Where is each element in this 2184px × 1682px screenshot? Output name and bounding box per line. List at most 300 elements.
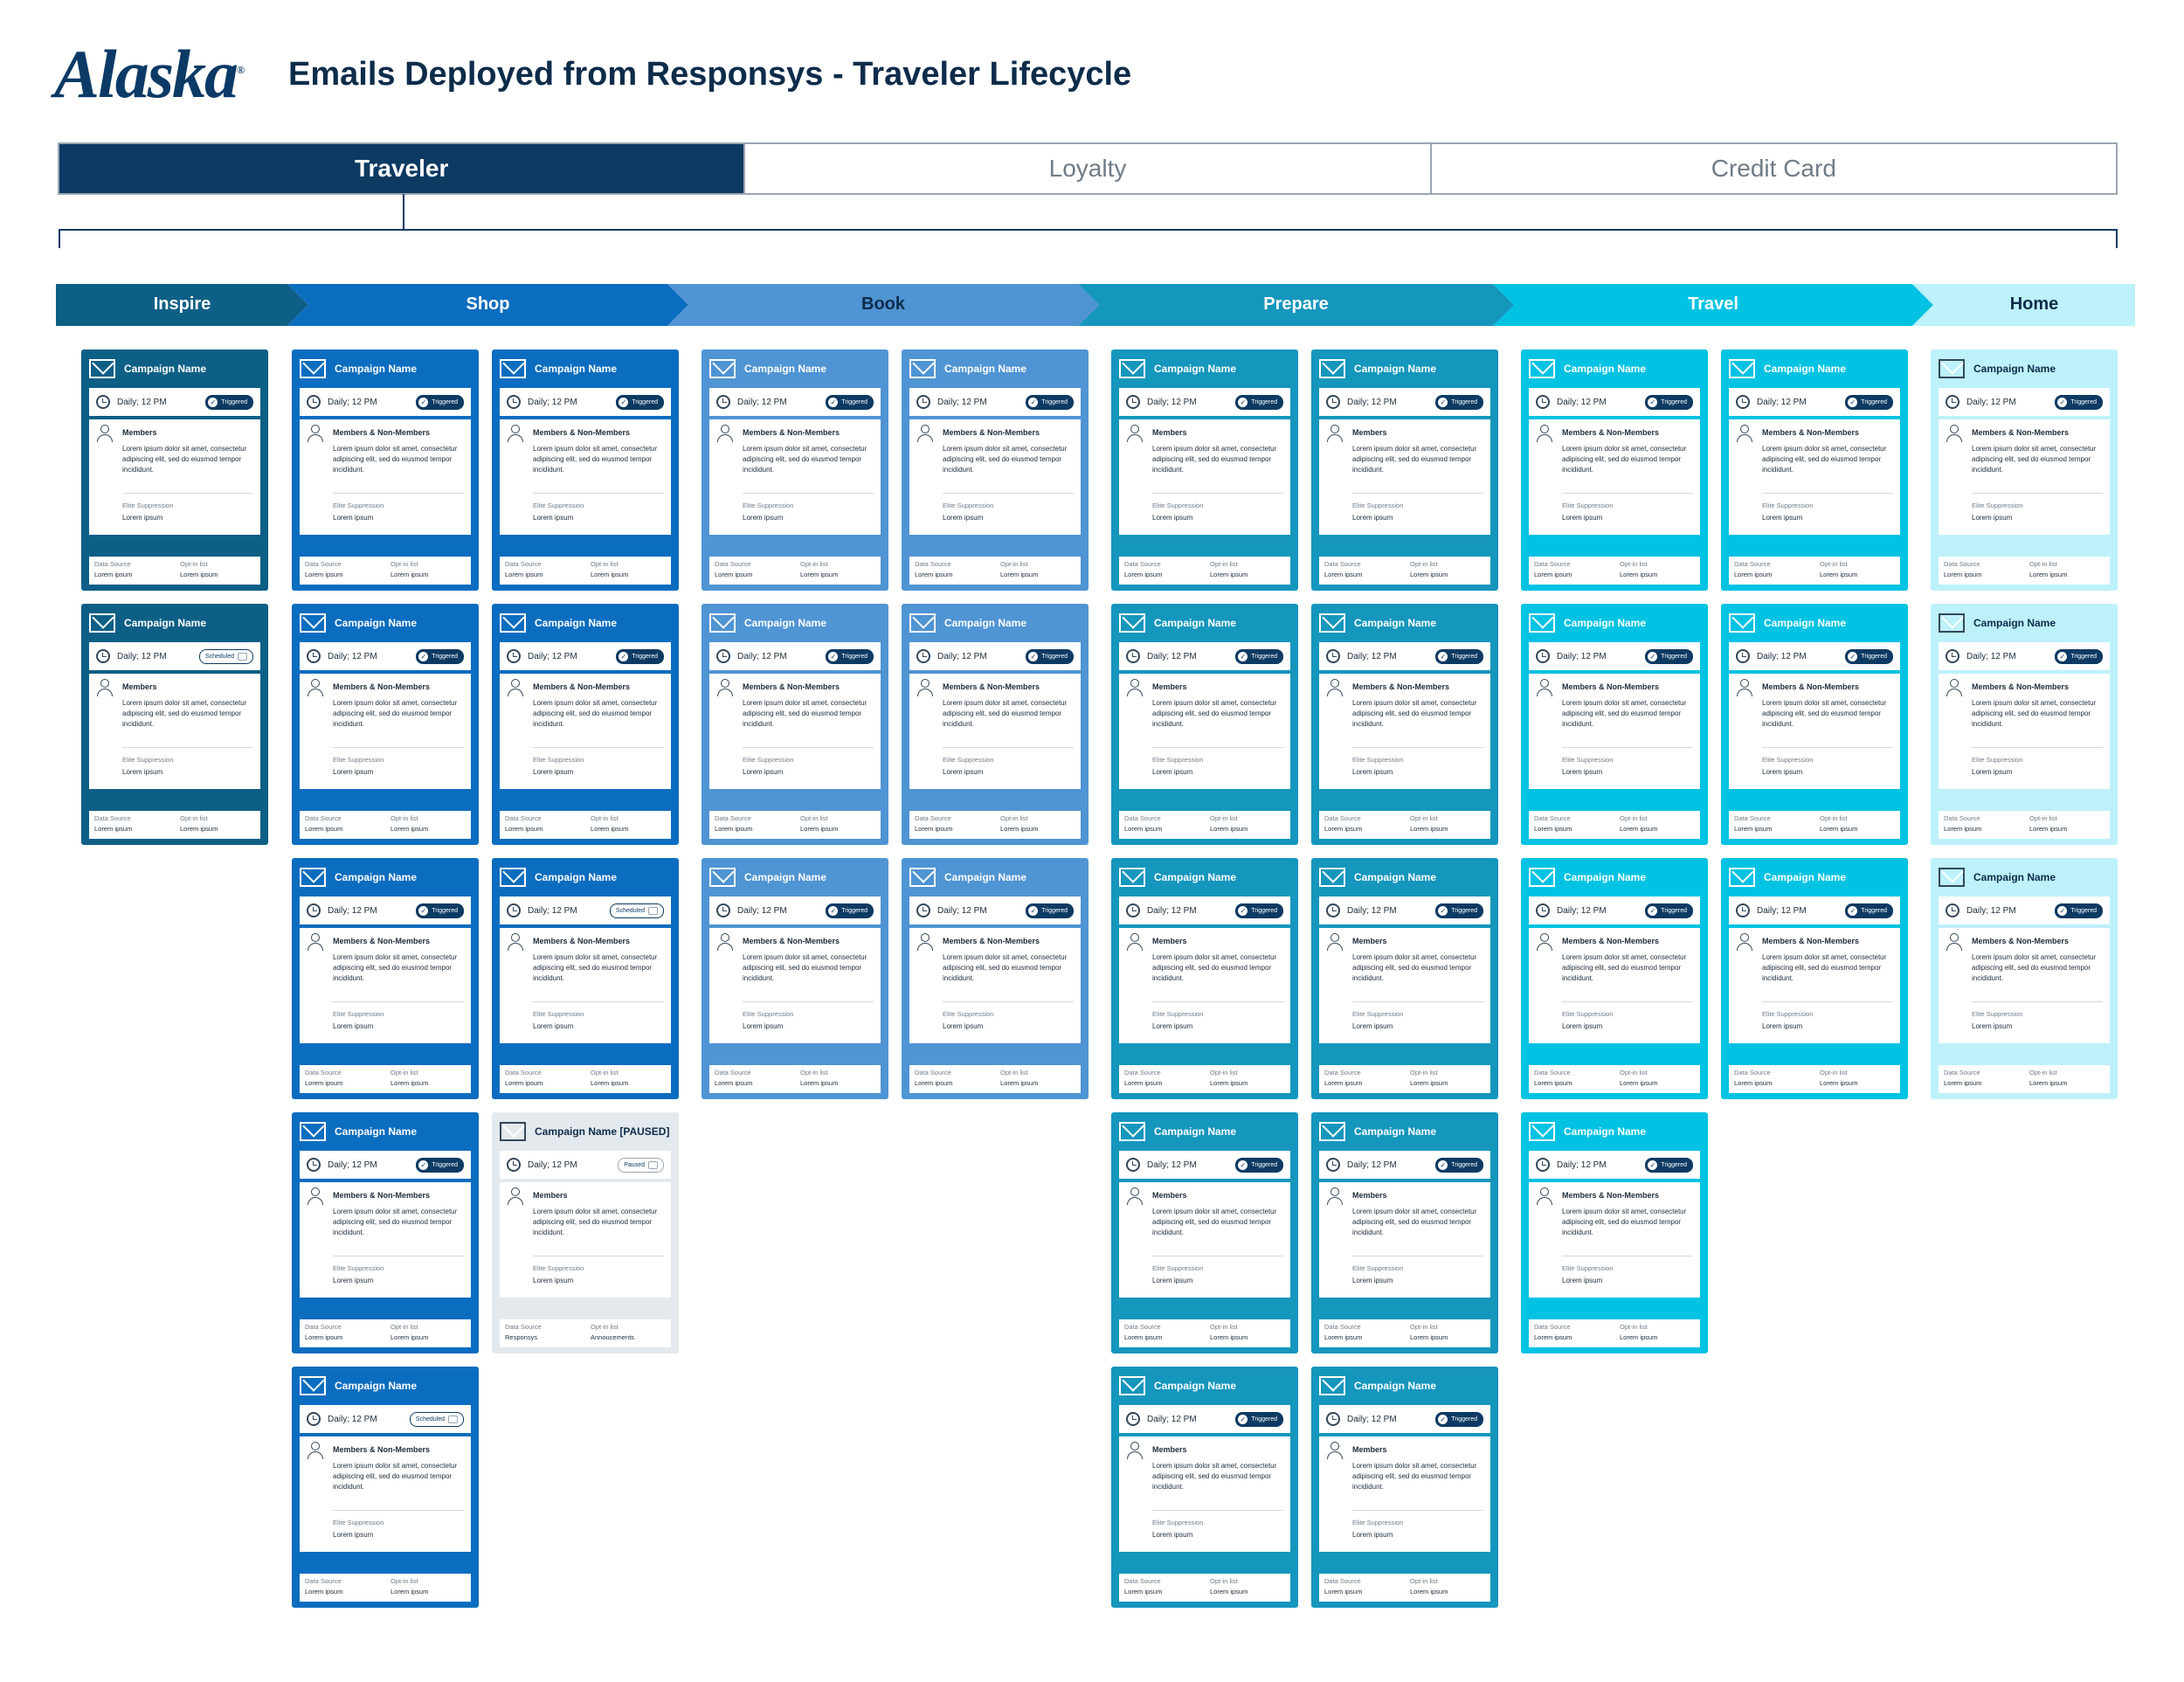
campaign-card[interactable] — [1111, 604, 1298, 845]
card-header — [300, 858, 471, 896]
status-toggle[interactable] — [1026, 395, 1074, 410]
optin-value: Lorem ipsum — [1210, 1333, 1248, 1341]
elite-suppression-label: Elite Suppression — [1562, 1264, 1614, 1272]
card-header — [300, 604, 471, 642]
campaign-card[interactable] — [1111, 1367, 1298, 1608]
optin-label: Opt-in list — [1410, 560, 1438, 568]
status-toggle[interactable] — [826, 395, 874, 410]
elite-suppression-label: Elite Suppression — [1352, 1519, 1404, 1526]
status-label: Paused — [624, 1161, 645, 1168]
schedule-time: Daily; 12 PM — [1557, 905, 1607, 916]
campaign-card[interactable] — [1521, 604, 1708, 845]
data-source-value: Lorem ipsum — [94, 825, 133, 833]
divider — [122, 747, 253, 748]
elite-suppression-value: Lorem ipsum — [1152, 1022, 1193, 1030]
data-source-label: Data Source — [1534, 814, 1571, 822]
campaign-card[interactable] — [492, 858, 679, 1099]
status-toggle[interactable] — [1435, 1158, 1483, 1173]
elite-suppression-label: Elite Suppression — [122, 502, 174, 509]
card-header — [909, 858, 1081, 896]
schedule-row — [300, 642, 471, 670]
campaign-card[interactable] — [902, 858, 1089, 1099]
status-label: Triggered — [1661, 907, 1687, 914]
status-toggle[interactable] — [616, 395, 664, 410]
audience-panel — [709, 674, 881, 789]
elite-suppression-label: Elite Suppression — [1152, 502, 1204, 509]
schedule-time: Daily; 12 PM — [937, 651, 987, 661]
campaign-card[interactable] — [702, 604, 888, 845]
campaign-card[interactable] — [492, 350, 679, 591]
mail-icon — [1939, 359, 1965, 378]
mail-icon — [1729, 613, 1755, 633]
optin-value: Lorem ipsum — [1820, 825, 1858, 833]
status-toggle[interactable] — [416, 395, 464, 410]
mail-icon — [1319, 1376, 1345, 1395]
status-toggle[interactable] — [1435, 395, 1483, 410]
card-footer — [1529, 811, 1700, 839]
campaign-name: Campaign Name — [1973, 362, 2056, 375]
audience-name: Members & Non-Members — [1972, 937, 2070, 945]
data-source-value: Lorem ipsum — [505, 825, 543, 833]
page-title: Emails Deployed from Responsys - Traveler Lifecycle — [288, 56, 1132, 93]
clock-icon — [1126, 395, 1140, 409]
tab-traveler[interactable]: Traveler — [59, 144, 745, 193]
elite-suppression-label: Elite Suppression — [1152, 1519, 1204, 1526]
schedule-time: Daily; 12 PM — [328, 905, 377, 916]
check-icon: ✓ — [208, 398, 218, 407]
campaign-card[interactable] — [1931, 604, 2118, 845]
data-source-label: Data Source — [1944, 560, 1980, 568]
check-icon: ✓ — [1438, 652, 1448, 661]
campaign-card[interactable] — [292, 1367, 479, 1608]
status-label: Triggered — [632, 653, 658, 660]
optin-label: Opt-in list — [1410, 1577, 1438, 1585]
schedule-row — [1939, 642, 2110, 670]
schedule-time: Daily; 12 PM — [1147, 397, 1197, 407]
status-toggle[interactable] — [1235, 395, 1283, 410]
schedule-row — [1119, 1151, 1290, 1179]
check-icon: ✓ — [1438, 906, 1448, 916]
clock-icon — [916, 649, 930, 663]
campaign-card[interactable] — [902, 350, 1089, 591]
elite-suppression-label: Elite Suppression — [333, 1264, 384, 1272]
status-toggle[interactable] — [826, 649, 874, 664]
stage-label-book: Book — [861, 294, 905, 314]
campaign-name: Campaign Name — [535, 616, 618, 629]
campaign-card[interactable] — [1311, 1112, 1498, 1353]
status-toggle[interactable] — [616, 649, 664, 664]
user-icon — [307, 933, 324, 951]
check-icon: ✓ — [828, 906, 838, 916]
campaign-card[interactable] — [1311, 858, 1498, 1099]
user-icon — [1946, 933, 1963, 951]
campaign-name: Campaign Name — [944, 362, 1027, 375]
card-header — [89, 350, 260, 388]
mail-icon — [1729, 359, 1755, 378]
status-toggle[interactable] — [2055, 649, 2103, 664]
check-icon: ✓ — [619, 652, 628, 661]
schedule-row — [1529, 642, 1700, 670]
campaign-card[interactable] — [81, 604, 268, 845]
audience-description: Lorem ipsum dolor sit amet, consectetur adipiscing elit, sed do eiusmod tempor incididunt. — [333, 953, 458, 982]
card-footer — [500, 557, 671, 585]
campaign-card[interactable] — [1521, 858, 1708, 1099]
check-icon: ✓ — [418, 652, 428, 661]
status-toggle[interactable] — [199, 649, 253, 664]
audience-name: Members — [122, 682, 157, 691]
campaign-card[interactable] — [292, 858, 479, 1099]
audience-name: Members & Non-Members — [533, 682, 631, 691]
status-toggle[interactable] — [1845, 649, 1893, 664]
card-header — [89, 604, 260, 642]
schedule-row — [1319, 388, 1490, 416]
status-label: Triggered — [1041, 398, 1068, 405]
data-source-label: Data Source — [1324, 1069, 1361, 1076]
campaign-name: Campaign Name — [1354, 1379, 1437, 1392]
card-footer — [909, 1065, 1081, 1093]
schedule-row — [909, 642, 1081, 670]
data-source-value: Lorem ipsum — [915, 1079, 953, 1087]
divider — [1152, 493, 1283, 494]
mail-icon — [1319, 613, 1345, 633]
status-toggle[interactable] — [1435, 649, 1483, 664]
data-source-value: Lorem ipsum — [94, 571, 133, 578]
elite-suppression-label: Elite Suppression — [1562, 756, 1614, 764]
schedule-row — [300, 1405, 471, 1433]
status-label: Triggered — [1041, 907, 1068, 914]
elite-suppression-label: Elite Suppression — [743, 1010, 794, 1018]
status-toggle[interactable] — [2055, 395, 2103, 410]
audience-name: Members & Non-Members — [1972, 428, 2070, 437]
optin-value: Lorem ipsum — [1210, 571, 1248, 578]
status-toggle[interactable] — [1235, 649, 1283, 664]
schedule-row — [89, 642, 260, 670]
optin-value: Lorem ipsum — [800, 571, 839, 578]
audience-name: Members & Non-Members — [1352, 682, 1450, 691]
campaign-name: Campaign Name — [1354, 616, 1437, 629]
audience-name: Members & Non-Members — [1562, 937, 1660, 945]
check-icon: ✓ — [1238, 1415, 1248, 1424]
user-icon — [507, 679, 524, 696]
campaign-card[interactable] — [702, 350, 888, 591]
user-icon — [1326, 1442, 1344, 1459]
audience-name: Members — [533, 1191, 568, 1200]
status-label: Scheduled — [204, 653, 234, 660]
audience-name: Members & Non-Members — [533, 428, 631, 437]
campaign-card[interactable] — [1721, 858, 1908, 1099]
status-toggle[interactable] — [826, 903, 874, 918]
elite-suppression-label: Elite Suppression — [1762, 502, 1814, 509]
audience-description: Lorem ipsum dolor sit amet, consectetur adipiscing elit, sed do eiusmod tempor incididunt. — [1972, 445, 2097, 474]
schedule-time: Daily; 12 PM — [1347, 905, 1397, 916]
status-toggle[interactable] — [1235, 903, 1283, 918]
mail-icon — [1529, 1122, 1555, 1141]
elite-suppression-value: Lorem ipsum — [943, 768, 984, 776]
elite-suppression-label: Elite Suppression — [122, 756, 174, 764]
data-source-value: Lorem ipsum — [1124, 1079, 1163, 1087]
campaign-card[interactable] — [1111, 350, 1298, 591]
audience-name: Members & Non-Members — [1972, 682, 2070, 691]
optin-label: Opt-in list — [1000, 814, 1028, 822]
status-toggle[interactable] — [1235, 1412, 1283, 1427]
schedule-row — [709, 642, 881, 670]
divider — [943, 747, 1074, 748]
optin-value: Lorem ipsum — [2029, 1079, 2068, 1087]
optin-value: Lorem ipsum — [591, 1079, 629, 1087]
campaign-card[interactable] — [292, 604, 479, 845]
elite-suppression-value: Lorem ipsum — [122, 768, 163, 776]
elite-suppression-value: Lorem ipsum — [333, 1277, 374, 1284]
campaign-card[interactable] — [292, 1112, 479, 1353]
clock-icon — [1946, 649, 1959, 663]
card-header — [1119, 858, 1290, 896]
card-header — [1529, 604, 1700, 642]
campaign-card[interactable] — [81, 350, 268, 591]
campaign-card[interactable] — [292, 350, 479, 591]
card-header — [500, 350, 671, 388]
audience-panel — [1119, 928, 1290, 1043]
status-toggle[interactable] — [1645, 395, 1693, 410]
mail-icon — [709, 868, 736, 887]
data-source-value: Lorem ipsum — [715, 1079, 753, 1087]
optin-value: Lorem ipsum — [390, 1333, 429, 1341]
audience-name: Members — [1352, 1191, 1387, 1200]
status-toggle[interactable] — [1645, 649, 1693, 664]
check-icon: ✓ — [2057, 652, 2067, 661]
campaign-name: Campaign Name — [1764, 870, 1847, 883]
status-toggle[interactable] — [1645, 903, 1693, 918]
schedule-row — [500, 1151, 671, 1179]
campaign-name: Campaign Name — [1354, 1125, 1437, 1138]
data-source-label: Data Source — [505, 1323, 542, 1331]
data-source-value: Lorem ipsum — [1534, 1079, 1572, 1087]
divider — [743, 1001, 874, 1002]
card-header — [300, 350, 471, 388]
schedule-row — [500, 642, 671, 670]
status-label: Triggered — [432, 653, 458, 660]
audience-panel — [909, 928, 1081, 1043]
user-icon — [1536, 1187, 1553, 1205]
status-toggle[interactable] — [410, 1412, 464, 1427]
card-footer — [909, 811, 1081, 839]
audience-name: Members & Non-Members — [743, 428, 840, 437]
audience-description: Lorem ipsum dolor sit amet, consectetur adipiscing elit, sed do eiusmod tempor incididunt. — [1352, 699, 1477, 728]
audience-name: Members & Non-Members — [1562, 428, 1660, 437]
card-footer — [1939, 811, 2110, 839]
elite-suppression-value: Lorem ipsum — [743, 1022, 784, 1030]
data-source-label: Data Source — [1124, 1323, 1161, 1331]
status-toggle[interactable] — [618, 1158, 664, 1173]
card-footer — [1119, 811, 1290, 839]
divider — [333, 747, 464, 748]
schedule-time: Daily; 12 PM — [1557, 397, 1607, 407]
tab-loyalty[interactable]: Loyalty — [745, 144, 1431, 193]
campaign-card[interactable] — [1931, 350, 2118, 591]
campaign-name: Campaign Name — [124, 362, 207, 375]
divider — [1152, 1510, 1283, 1511]
schedule-row — [500, 388, 671, 416]
divider — [743, 747, 874, 748]
audience-panel — [500, 928, 671, 1043]
status-toggle[interactable] — [1845, 395, 1893, 410]
optin-value: Lorem ipsum — [2029, 571, 2068, 578]
audience-description: Lorem ipsum dolor sit amet, consectetur adipiscing elit, sed do eiusmod tempor incididunt. — [943, 699, 1068, 728]
campaign-name: Campaign Name — [335, 616, 418, 629]
stage-label-inspire: Inspire — [153, 294, 211, 314]
campaign-card[interactable] — [902, 604, 1089, 845]
data-source-value: Lorem ipsum — [1534, 825, 1572, 833]
audience-description: Lorem ipsum dolor sit amet, consectetur adipiscing elit, sed do eiusmod tempor incididunt. — [122, 445, 247, 474]
status-toggle[interactable] — [416, 903, 464, 918]
status-toggle[interactable] — [610, 903, 664, 918]
elite-suppression-value: Lorem ipsum — [943, 1022, 984, 1030]
calendar-icon — [648, 907, 658, 915]
status-toggle[interactable] — [1026, 903, 1074, 918]
schedule-time: Daily; 12 PM — [328, 1414, 377, 1424]
status-toggle[interactable] — [1235, 1158, 1283, 1173]
divider — [1352, 1001, 1483, 1002]
clock-icon — [1126, 1412, 1140, 1426]
status-toggle[interactable] — [416, 649, 464, 664]
data-source-label: Data Source — [94, 814, 131, 822]
card-footer — [1939, 1065, 2110, 1093]
campaign-card[interactable] — [492, 1112, 679, 1353]
status-toggle[interactable] — [1026, 649, 1074, 664]
status-toggle[interactable] — [416, 1158, 464, 1173]
data-source-label: Data Source — [1534, 1323, 1571, 1331]
campaign-card[interactable] — [1521, 350, 1708, 591]
card-header — [1529, 1112, 1700, 1151]
status-label: Triggered — [841, 907, 867, 914]
audience-name: Members & Non-Members — [943, 682, 1040, 691]
mail-icon — [1529, 359, 1555, 378]
tab-credit-card[interactable]: Credit Card — [1711, 155, 1836, 182]
schedule-time: Daily; 12 PM — [1347, 1159, 1397, 1170]
mail-icon — [300, 1376, 326, 1395]
status-label: Triggered — [841, 398, 867, 405]
campaign-card[interactable] — [1311, 604, 1498, 845]
audience-panel — [1319, 419, 1490, 535]
divider — [1152, 747, 1283, 748]
campaign-card[interactable] — [1111, 1112, 1298, 1353]
check-icon: ✓ — [1648, 906, 1657, 916]
card-header — [1939, 350, 2110, 388]
optin-label: Opt-in list — [2029, 1069, 2057, 1076]
elite-suppression-value: Lorem ipsum — [1762, 768, 1803, 776]
campaign-card[interactable] — [1311, 350, 1498, 591]
status-label: Triggered — [2070, 907, 2097, 914]
user-icon — [1326, 1187, 1344, 1205]
user-icon — [1736, 425, 1753, 442]
data-source-value: Lorem ipsum — [1124, 571, 1163, 578]
card-footer — [1529, 557, 1700, 585]
divider — [1972, 1001, 2103, 1002]
status-toggle[interactable] — [2055, 903, 2103, 918]
status-toggle[interactable] — [205, 395, 253, 410]
clock-icon — [507, 395, 521, 409]
campaign-card[interactable] — [1311, 1367, 1498, 1608]
mail-icon — [1119, 359, 1145, 378]
audience-description: Lorem ipsum dolor sit amet, consectetur adipiscing elit, sed do eiusmod tempor incididunt. — [333, 1208, 458, 1236]
status-toggle[interactable] — [1435, 903, 1483, 918]
mail-icon — [1729, 868, 1755, 887]
user-icon — [1736, 679, 1753, 696]
optin-value: Lorem ipsum — [591, 571, 629, 578]
check-icon: ✓ — [619, 398, 628, 407]
audience-panel — [89, 674, 260, 789]
campaign-card[interactable] — [1111, 858, 1298, 1099]
clock-icon — [1126, 1158, 1140, 1172]
divider — [333, 1510, 464, 1511]
data-source-label: Data Source — [1534, 1069, 1571, 1076]
optin-label: Opt-in list — [180, 814, 208, 822]
audience-panel — [1939, 674, 2110, 789]
check-icon: ✓ — [1848, 398, 1857, 407]
user-icon — [716, 933, 734, 951]
stage-label-home: Home — [2009, 294, 2059, 314]
schedule-time: Daily; 12 PM — [737, 397, 787, 407]
schedule-time: Daily; 12 PM — [1347, 651, 1397, 661]
elite-suppression-value: Lorem ipsum — [533, 1277, 574, 1284]
optin-label: Opt-in list — [180, 560, 208, 568]
schedule-time: Daily; 12 PM — [1147, 1159, 1197, 1170]
audience-panel — [1319, 674, 1490, 789]
card-header — [709, 604, 881, 642]
card-footer — [909, 557, 1081, 585]
status-toggle[interactable] — [1645, 1158, 1693, 1173]
clock-icon — [1946, 395, 1959, 409]
campaign-card[interactable] — [1721, 350, 1908, 591]
card-header — [909, 604, 1081, 642]
audience-name: Members — [1152, 937, 1187, 945]
check-icon: ✓ — [1238, 1160, 1248, 1170]
campaign-card[interactable] — [1931, 858, 2118, 1099]
mail-icon — [1119, 613, 1145, 633]
elite-suppression-value: Lorem ipsum — [1972, 514, 2013, 522]
data-source-label: Data Source — [1324, 1577, 1361, 1585]
data-source-label: Data Source — [1324, 814, 1361, 822]
status-toggle[interactable] — [1435, 1412, 1483, 1427]
bracket-stem — [403, 194, 404, 229]
stage-label-shop: Shop — [466, 294, 510, 314]
audience-name: Members & Non-Members — [333, 1445, 431, 1454]
data-source-value: Lorem ipsum — [1734, 1079, 1773, 1087]
campaign-name: Campaign Name — [335, 362, 418, 375]
divider — [333, 1001, 464, 1002]
campaign-card[interactable] — [702, 858, 888, 1099]
campaign-card[interactable] — [492, 604, 679, 845]
mail-icon — [500, 1122, 526, 1141]
audience-panel — [1529, 928, 1700, 1043]
campaign-card[interactable] — [1521, 1112, 1708, 1353]
schedule-time: Daily; 12 PM — [528, 397, 577, 407]
status-label: Triggered — [2070, 398, 2097, 405]
optin-value: Lorem ipsum — [1820, 1079, 1858, 1087]
schedule-row — [1319, 896, 1490, 924]
campaign-card[interactable] — [1721, 604, 1908, 845]
campaign-name: Campaign Name — [944, 616, 1027, 629]
data-source-label: Data Source — [1944, 814, 1980, 822]
elite-suppression-label: Elite Suppression — [533, 502, 584, 509]
card-footer — [89, 557, 260, 585]
optin-label: Opt-in list — [591, 560, 619, 568]
user-icon — [307, 425, 324, 442]
schedule-row — [300, 896, 471, 924]
audience-description: Lorem ipsum dolor sit amet, consectetur adipiscing elit, sed do eiusmod tempor incididunt. — [1562, 699, 1687, 728]
status-toggle[interactable] — [1845, 903, 1893, 918]
elite-suppression-label: Elite Suppression — [533, 756, 584, 764]
check-icon: ✓ — [418, 398, 428, 407]
